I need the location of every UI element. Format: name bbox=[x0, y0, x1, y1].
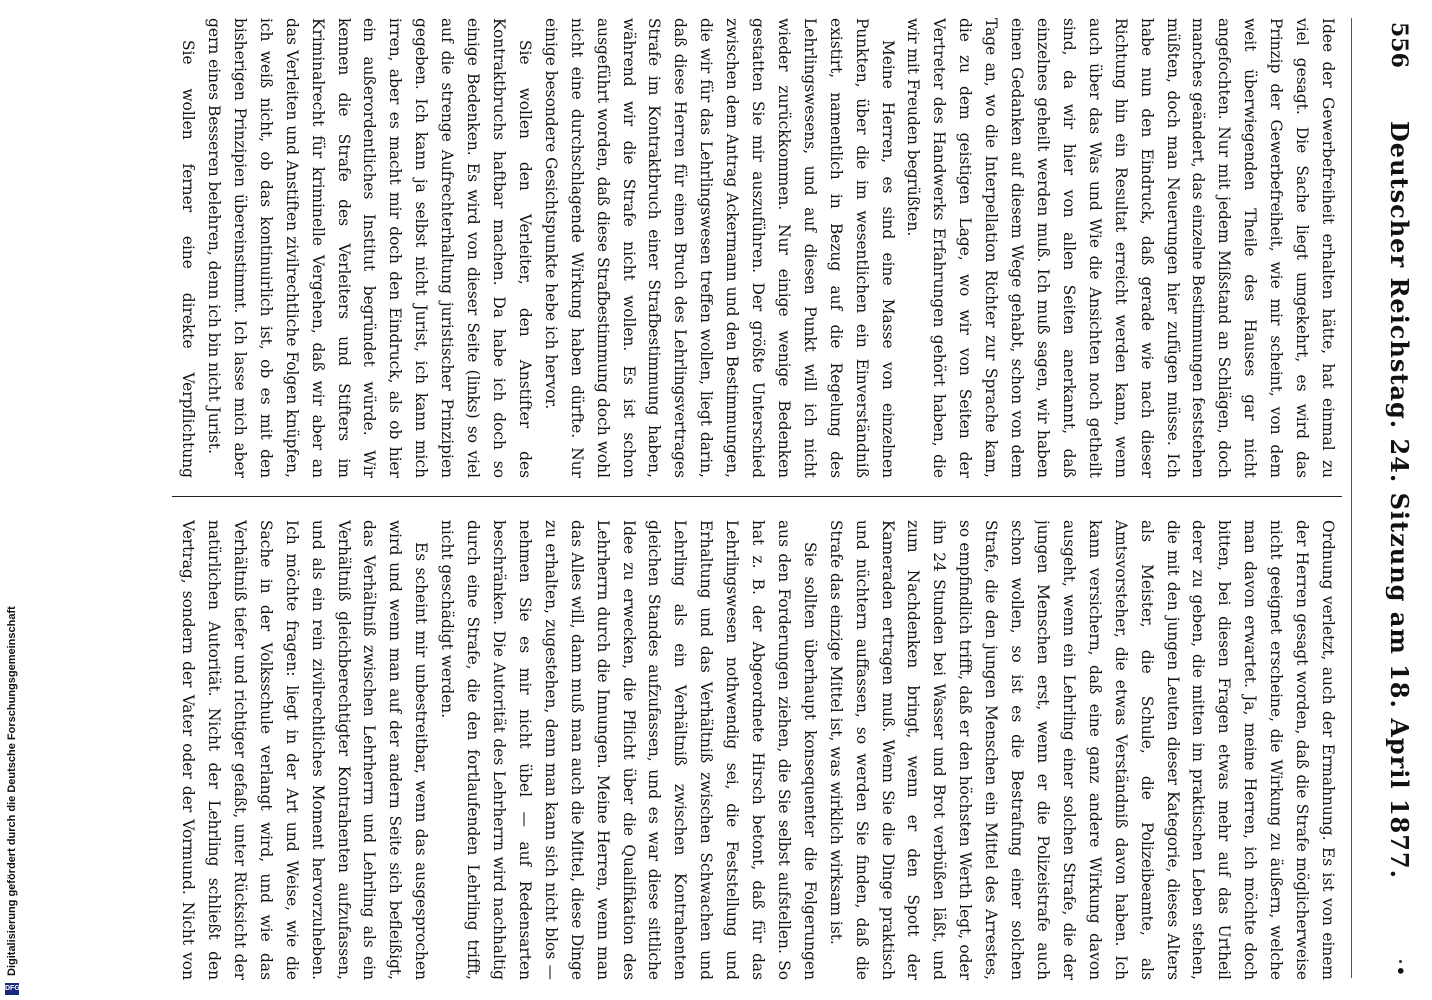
paragraph: Meine Herren, es sind eine Masse von einzelnen Punkten, über die im wesentlichen ein Einverständniß existirt, namentlich in Bezug auf die Regelung des Lehrlingswesens, und auf diesen Punkt will ich nicht wieder zurückkommen. Nur einige wenige Bedenken gestatten Sie mir auszuführen. Der größte Unterschied zwischen dem Antrag Ackermann und den Bestimmungen, die wir für das Lehrlingswesen treffen wollen, liegt darin, daß diese Herren für einen Bruch des Lehrlingsvertrages Strafe im Kontraktbruch einer Strafbestimmung haben, während wir die Strafe nicht wollen. Es ist schon ausgeführt worden, daß diese Strafbestimmung doch wohl nicht eine durchschlagende Wirkung haben dürfte. Nur einige besondere Gesichtspunkte hebe ich hervor. bbox=[541, 18, 897, 478]
credit-text: Digitalisierung gefördert durch die Deutsche Forschungsgemeinschaft bbox=[6, 606, 18, 976]
scan-speck bbox=[1399, 960, 1402, 963]
paragraph: Sie wollen den Verleiter, den Anstifter des Kontraktbruchs haftbar machen. Da habe ich doch so einige Bedenken. Es wird von dieser Seite (links) so viel auf die strenge Aufrechterhaltung juristischer Prinzipien gegeben. Ich kann ja selbst nicht Jurist, ich kann mich irren, aber es macht mir doch den Eindruck, als ob hier ein außerordentliches Institut begründet würde. Wir kennen die Strafe des Verleiters und Stifters im Kriminalrecht für kriminelle Vergehen, daß wir aber an das Verleiten und Anstiften zivilrechtliche Folgen knüpfen, ich weiß nicht, ob das kontinuirlich ist, ob es mit den bisherigen Prinzipien übereinstimmt. Ich lasse mich aber gern eines Besseren belehren, denn ich bin nicht Jurist. bbox=[205, 18, 534, 478]
paragraph: Sie wollen ferner eine direkte Verpflichtung bbox=[179, 40, 198, 478]
paragraph: Idee der Gewerbefreiheit erhalten hätte, hat einmal zu viel gesagt. Die Sache liegt umgekehrt, es wird das Prinzip der Gewerbefreiheit, wie mir scheint, von dem weit überwiegenden Theile des Hauses gar nicht angefochten. Nur mit jedem Mißstand an Schlägen, doch manches geändert, das einzelne Bestimmungen feststehen müßten, doch man Neuerungen hier zufügen müsse. Ich habe nun den Eindruck, daß gerade wie nach dieser Richtung hin ein Resultat erreicht werden kann, wenn auch über das Was und Wie die Ansichten noch getheilt sind, da wir hier von allen Seiten anerkannt, daß einzelnes geheilt werden muß. Ich muß sagen, wir haben einen Gedanken auf diesem Wege gehabt, schon von dem Tage an, wo die Interpellation Richter zur Sprache kam, die zu dem geistigen Lage, wo wir von Seiten der Vertreter des Handwerks Erfahrungen gehört haben, die wir mit Freuden begrüßten. bbox=[904, 18, 1337, 478]
page-number: 556 bbox=[1386, 22, 1412, 68]
dfg-logo-icon: DFG bbox=[5, 983, 19, 995]
paragraph: Sie sollten überhaupt konsequenter die Folgerungen aus den Forderungen ziehen, die Sie selbst aufstellen. So hat z. B. der Abgeordnete Hirsch betont, daß für das Lehrlingswesen nothwendig sei, die Feststellung und Erhaltung und das Verhältniß zwischen Schwachen und Lehrling als ein Verhältniß zwischen Kontrahenten gleichen Standes aufzufassen, und es war diese sittliche Idee zu erwecken, die Pflicht über die Qualifikation des Lehrherrn durch die Innungen. Meine Herren, wenn man das Alles will, dann muß man auch die Mittel, diese Dinge zu erhalten, zugestehen, denn man kann sich nicht blos — nehmen Sie es mir nicht übel — auf Redensarten beschränken. Die Autorität des Lehrherrn wird nachhaltig durch eine Strafe, die den fortlaufenden Lehrling trifft, nicht geschädigt werden. bbox=[438, 520, 819, 980]
header-rule bbox=[1351, 18, 1352, 978]
header-mark: • bbox=[1391, 965, 1410, 976]
paragraph: Es scheint mir unbestreitbar, wenn das ausgesprochen wird und wenn man auf der andern Seite sich befleißigt, das Verhältniß zwischen Lehrherrn und Lehrling als ein Verhältniß gleichberechtigter Kontrahenten aufzufassen, und als ein rein zivilrechtliches Moment hervorzuheben. Ich möchte fragen: liegt in der Art und Weise, wie die Sache in der Volksschule verlangt wird, und wie das Verhältniß tiefer und richtiger gefaßt, unter Rücksicht der natürlichen Autorität. Nicht der Lehrling schließt den Vertrag, sondern der Vater oder der Vormund. Nicht von bbox=[179, 520, 431, 980]
page-title: Deutscher Reichstag. 24. Sitzung am 18. April 1877. bbox=[1385, 120, 1414, 879]
text-column-left bbox=[170, 18, 1340, 478]
page-header bbox=[1376, 20, 1420, 980]
text-column-right bbox=[170, 520, 1340, 980]
column-divider bbox=[172, 496, 1342, 497]
digitization-credit bbox=[4, 0, 20, 996]
newspaper-page bbox=[132, 0, 1432, 1000]
paragraph: Ordnung verletzt, auch der Ermahnung. Es ist von einem der Herren gesagt worden, daß die Strafe möglicherweise nicht geeignet erscheine, die Wirkung zu äußern, welche man davon erwartet. Ja, meine Herren, ich möchte doch bitten, bei diesen Fragen etwas mehr auf das Urtheil derer zu geben, die mitten im praktischen Leben stehen, die mit den jungen Leuten dieser Kategorie, dieses Alters als Meister, die Schule, die Polizeibeamte, als Amtsvorsteher, die etwas Verständniß davon haben. Ich kann versichern, daß eine ganz andere Wirkung davon ausgeht, wenn ein Lehrling einer solchen Strafe, die der jungen Menschen erst, wenn er die Polizeistrafe auch schon wollen, so ist es die Bestrafung einer solchen Strafe, die den jungen Menschen ein Mittel des Arrestes, so empfindlich trifft, daß er den höchsten Werth legt, oder ihn 24 Stunden bei Wasser und Brot verbüßen läßt, und zum Nachdenken bringt, wenn er den Spott der Kameraden ertragen muß. Wenn Sie die Dinge praktisch und nüchtern auffassen, so werden Sie finden, daß die Strafe das einzige Mittel ist, was wirklich wirksam ist. bbox=[826, 520, 1337, 980]
